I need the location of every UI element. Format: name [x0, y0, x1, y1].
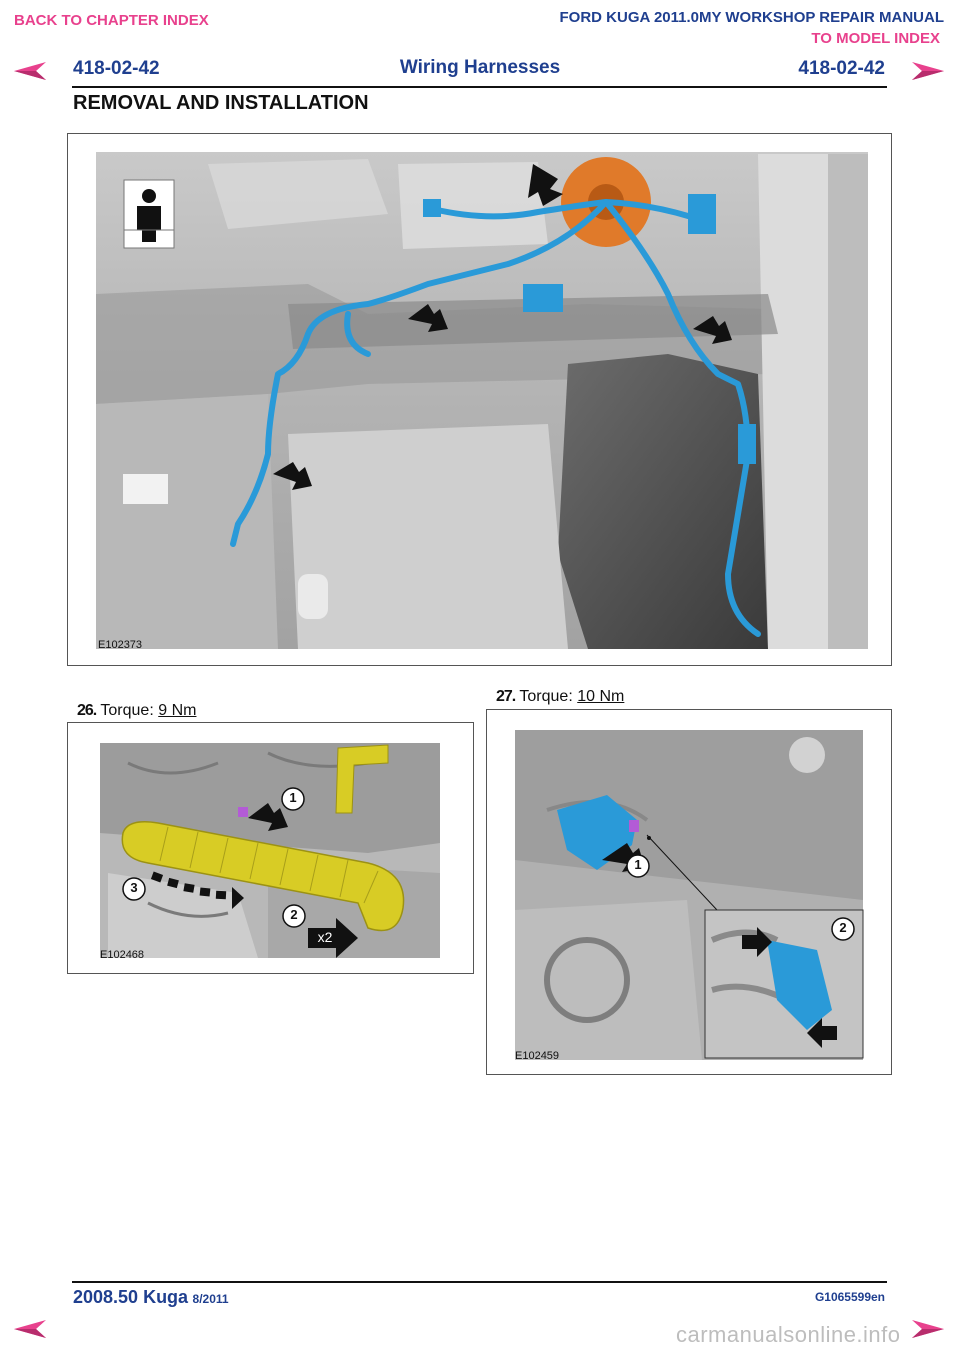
section-number-left: 418-02-42	[73, 58, 160, 79]
callout-2: 2	[290, 907, 298, 922]
section-number-right: 418-02-42	[798, 58, 885, 79]
figure-label: E102468	[100, 949, 145, 961]
intake-duct-illustration	[68, 723, 473, 973]
figure-label: E102373	[98, 639, 143, 651]
figure-label: E102459	[515, 1050, 560, 1062]
to-model-index-link[interactable]: TO MODEL INDEX	[811, 30, 940, 47]
previous-page-arrow-icon[interactable]	[12, 1318, 48, 1340]
publication-date: 8/2011	[192, 1292, 229, 1306]
torque-value: 9 Nm	[158, 702, 197, 719]
step-text: Torque:	[100, 702, 154, 719]
document-code: G1065599en	[814, 1290, 885, 1304]
section-title: Wiring Harnesses	[399, 57, 561, 78]
right-figure-frame	[486, 709, 892, 1075]
bracket-connector-illustration	[487, 710, 891, 1074]
quantity-badge: x2	[142, 231, 156, 245]
header-rule	[72, 86, 887, 88]
callout-3: 3	[130, 880, 138, 895]
step-text: Torque:	[519, 688, 573, 705]
back-to-chapter-index-link[interactable]: BACK TO CHAPTER INDEX	[14, 12, 209, 29]
left-figure-frame	[67, 722, 474, 974]
step-number: 27.	[496, 688, 516, 705]
callout-2: 2	[839, 920, 847, 935]
callout-1: 1	[634, 857, 642, 872]
torque-value: 10 Nm	[577, 688, 625, 705]
footer-model-info	[73, 1287, 229, 1308]
callout-1: 1	[289, 790, 297, 805]
next-page-arrow-icon[interactable]	[910, 1318, 946, 1340]
step-26	[77, 702, 196, 720]
model-year: 2008.50 Kuga	[73, 1287, 189, 1307]
manual-title: FORD KUGA 2011.0MY WORKSHOP REPAIR MANUAL	[559, 9, 944, 26]
footer-rule	[72, 1281, 887, 1283]
step-number: 26.	[77, 702, 97, 719]
quantity-badge: x2	[317, 929, 333, 945]
wiring-harness-illustration	[68, 134, 891, 665]
main-figure-frame	[67, 133, 892, 666]
step-27	[496, 688, 624, 706]
page-heading: REMOVAL AND INSTALLATION	[73, 92, 369, 114]
watermark-text: carmanualsonline.info	[676, 1322, 901, 1347]
